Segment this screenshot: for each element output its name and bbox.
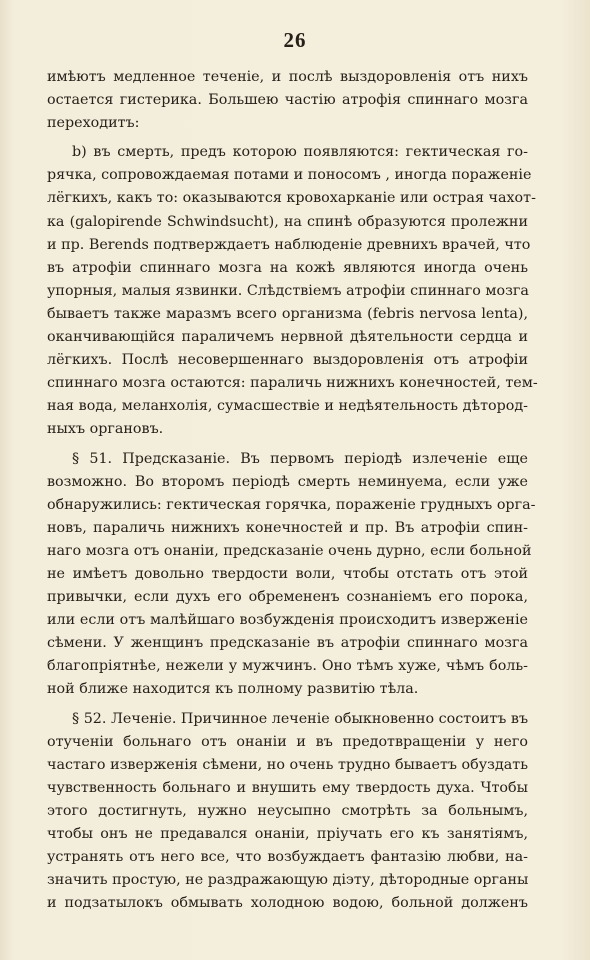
- text-line: чтобы онъ не предавался онаніи, пріучать его къ занятіямъ,: [47, 826, 528, 842]
- text-line: имѣютъ медленное теченіе, и послѣ выздоровленія отъ нихъ: [47, 69, 528, 85]
- text-line: не имѣетъ довольно твердости воли, чтобы отстать отъ этой: [47, 565, 528, 582]
- text-line: значить простую, не раздражающую діэту, дѣтородные органы: [47, 872, 529, 889]
- text-line: переходитъ:: [47, 115, 140, 132]
- text-line: оканчивающійся параличемъ нервной дѣятельности сердца и: [47, 329, 528, 346]
- body-text: [47, 66, 538, 915]
- text-line: ная вода, меланхолія, сумасшествіе и недѣятельность дѣтород-: [47, 398, 528, 415]
- text-line: бываетъ также маразмъ всего организма (febris nervosa lenta),: [47, 305, 528, 322]
- text-line: обнаружились: гектическая горячка, пораженіе грудныхъ орга-: [47, 496, 536, 513]
- section-heading-line: § 52. Леченіе. Причинное леченіе обыкновенно состоитъ въ: [72, 710, 529, 727]
- text-line: благопріятнѣе, нежели у мужчинъ. Оно тѣмъ хуже, чѣмъ боль-: [47, 658, 528, 675]
- text-line: наго мозга отъ онаніи, предсказаніе очень дурно, если больной: [47, 542, 532, 559]
- text-line: ной ближе находится къ полному развитію тѣла.: [47, 681, 419, 698]
- text-line: или если отъ малѣйшаго возбужденія происходитъ изверженіе: [47, 612, 528, 629]
- text-line: устранять отъ него все, что возбуждаетъ фантазію любви, на-: [47, 849, 528, 866]
- text-line: новъ, параличь нижнихъ конечностей и пр. Въ атрофіи спин-: [47, 519, 528, 536]
- text-line: b) въ смерть, предъ которою появляются: гектическая го-: [72, 144, 528, 161]
- text-line: чувственность больнаго и внушить ему твердость духа. Чтобы: [47, 779, 528, 796]
- text-line: рячка, сопровождаемая потами и поносомъ , иногда пораженіе: [47, 167, 532, 184]
- text-line: привычки, если духъ его обремененъ сознаніемъ его порока,: [47, 589, 528, 606]
- text-line: и подзатылокъ обмывать холодною водою, больной долженъ: [47, 895, 528, 912]
- text-line: спиннаго мозга остаются: параличь нижнихъ конечностей, тем-: [47, 375, 538, 392]
- text-line: ныхъ органовъ.: [47, 421, 164, 438]
- text-line: ка (galopirende Schwindsucht), на спинѣ образуются пролежни: [47, 213, 528, 230]
- text-line: частаго изверженія сѣмени, но очень трудно бываетъ обуздать: [47, 756, 528, 773]
- text-line: лёгкихъ. Послѣ несовершеннаго выздоровленія отъ атрофіи: [47, 352, 528, 369]
- text-line: остается гистерика. Большею частію атрофія спиннаго мозга: [47, 92, 528, 109]
- text-line: возможно. Во второмъ періодѣ смерть неминуема, если уже: [47, 473, 528, 490]
- text-line: упорныя, малыя язвинки. Слѣдствіемъ атрофіи спиннаго мозга: [47, 282, 529, 299]
- page-number: 26: [283, 28, 307, 52]
- text-line: этого достигнуть, нужно неусыпно смотрѣть за больнымъ,: [47, 802, 528, 819]
- text-line: и пр. Berends подтверждаетъ наблюденіе древнихъ врачей, что: [47, 236, 531, 253]
- text-line: лёгкихъ, какъ то: оказываются кровохарканіе или острая чахот-: [47, 190, 536, 207]
- text-line: отученіи больнаго отъ онаніи и въ предотвращеніи у него: [47, 733, 528, 750]
- text-line: сѣмени. У женщинъ предсказаніе въ атрофіи спиннаго мозга: [47, 635, 528, 652]
- text-line: въ атрофіи спиннаго мозга на кожѣ являются иногда очень: [47, 259, 528, 276]
- section-heading-line: § 51. Предсказаніе. Въ первомъ періодѣ излеченіе еще: [72, 450, 528, 467]
